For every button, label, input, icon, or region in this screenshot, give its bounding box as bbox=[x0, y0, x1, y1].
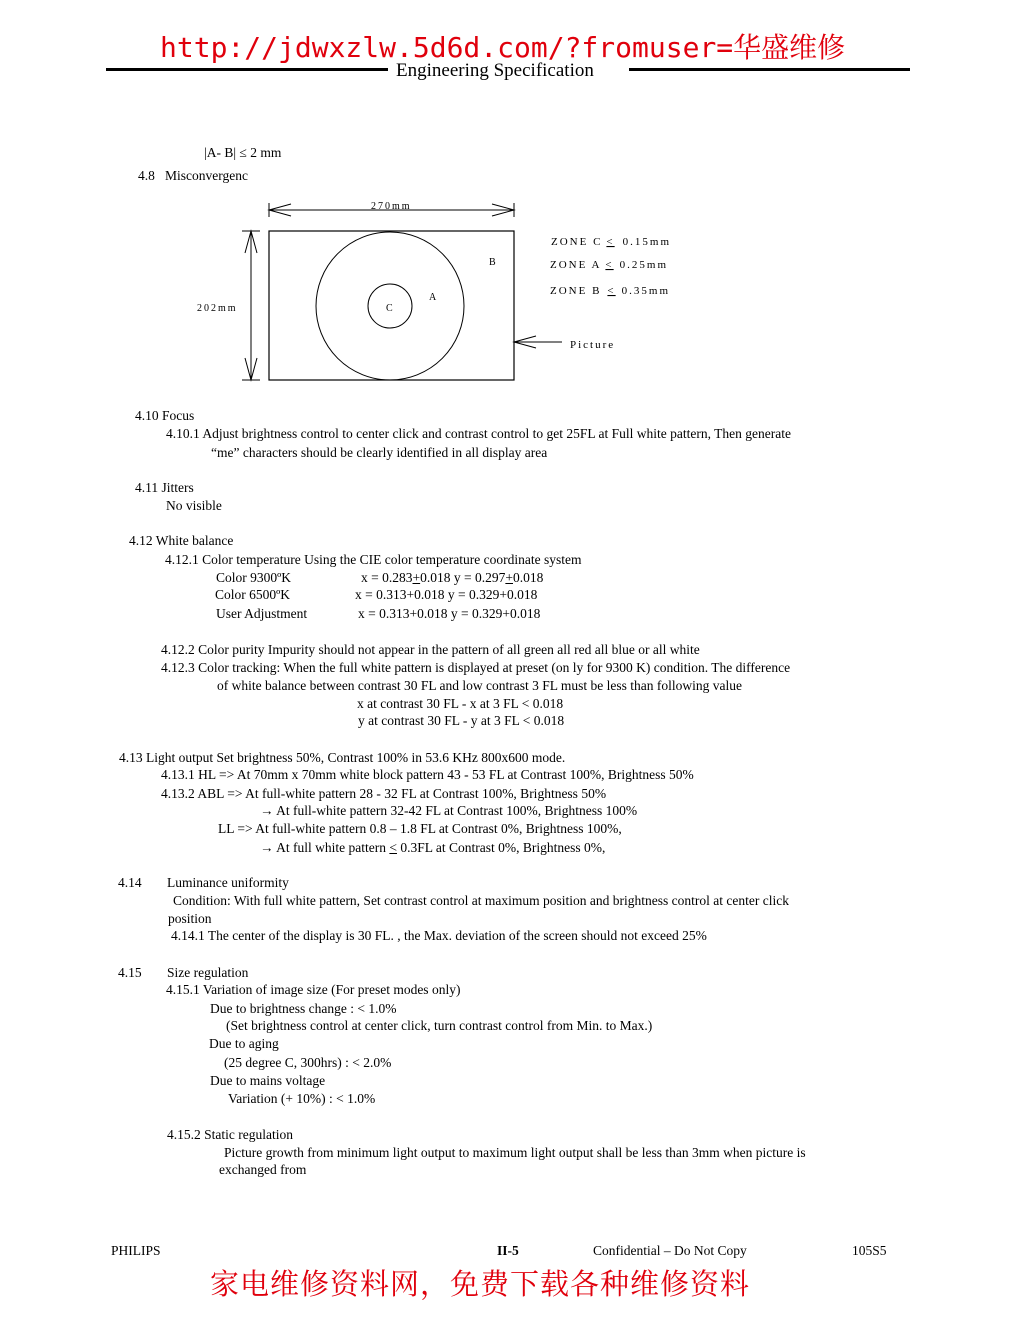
header-rule-right bbox=[629, 68, 910, 71]
section-4-14-condition-cont: position bbox=[168, 911, 212, 926]
section-4-15-num: 4.15 bbox=[118, 965, 142, 980]
footer-brand: PHILIPS bbox=[111, 1243, 161, 1258]
ll-full-white: LL => At full-white pattern 0.8 – 1.8 FL at Contrast 0%, Brightness 100%, bbox=[218, 821, 622, 836]
zone-a-spec: ZONE A < 0.25mm bbox=[550, 259, 669, 271]
section-4-10-title: 4.10 Focus bbox=[135, 408, 195, 423]
ct-9300-values: x = 0.283+0.018 y = 0.297+0.018 bbox=[361, 570, 544, 585]
header-title: Engineering Specification bbox=[396, 60, 594, 81]
ct-user-values: x = 0.313+0.018 y = 0.329+0.018 bbox=[358, 606, 541, 621]
brightness-change: Due to brightness change : < 1.0% bbox=[210, 1001, 397, 1016]
section-4-12-title: 4.12 White balance bbox=[129, 533, 234, 548]
section-4-13-2: 4.13.2 ABL => At full-white pattern 28 - 32 FL at Contrast 100%, Brightness 50% bbox=[161, 786, 607, 801]
section-4-12-3-cont: of white balance between contrast 30 FL and low contrast 3 FL must be less than following value bbox=[217, 678, 742, 693]
aging-label: Due to aging bbox=[209, 1036, 279, 1051]
section-4-12-1: 4.12.1 Color temperature Using the CIE color temperature coordinate system bbox=[165, 552, 582, 567]
abl-full-white: → At full-white pattern 32-42 FL at Contrast 100%, Brightness 100% bbox=[260, 803, 638, 818]
static-regulation-body: Picture growth from minimum light output to maximum light output shall be less than 3mm when picture is bbox=[224, 1145, 806, 1160]
zone-c-spec: ZONE C < 0.15mm bbox=[551, 236, 672, 248]
section-4-14-1: 4.14.1 The center of the display is 30 FL. , the Max. deviation of the screen should not exceed 25% bbox=[171, 928, 707, 943]
mains-value: Variation (+ 10%) : < 1.0% bbox=[228, 1091, 376, 1106]
ct-6500-name: Color 6500ºK bbox=[215, 587, 291, 602]
width-label: 270mm bbox=[371, 201, 412, 212]
watermark-url[interactable]: http://jdwxzlw.5d6d.com/?fromuser=华盛维修 bbox=[160, 31, 846, 64]
aging-value: (25 degree C, 300hrs) : < 2.0% bbox=[224, 1055, 392, 1070]
section-4-15-title: Size regulation bbox=[167, 965, 249, 980]
section-4-10-1-cont: “me” characters should be clearly identified in all display area bbox=[211, 445, 548, 460]
section-4-15-1: 4.15.1 Variation of image size (For preset modes only) bbox=[166, 982, 461, 997]
tracking-x: x at contrast 30 FL - x at 3 FL < 0.018 bbox=[357, 696, 564, 711]
footer-model: 105S5 bbox=[852, 1243, 887, 1258]
picture-label: Picture bbox=[570, 339, 616, 351]
tracking-y: y at contrast 30 FL - y at 3 FL < 0.018 bbox=[358, 713, 565, 728]
misconvergence-diagram bbox=[190, 195, 710, 390]
ab-condition: |A- B| ≤ 2 mm bbox=[204, 145, 282, 160]
footer-page-number: II-5 bbox=[497, 1243, 519, 1258]
section-4-11-body: No visible bbox=[166, 498, 222, 513]
ct-9300-name: Color 9300ºK bbox=[216, 570, 292, 585]
footer-confidential: Confidential – Do Not Copy bbox=[593, 1243, 747, 1258]
label-a: A bbox=[429, 292, 437, 303]
section-4-14-num: 4.14 bbox=[118, 875, 142, 890]
brightness-note: (Set brightness control at center click, turn contrast control from Min. to Max.) bbox=[226, 1018, 653, 1033]
section-4-14-condition: Condition: With full white pattern, Set contrast control at maximum position and brightness control at center click bbox=[173, 893, 789, 908]
ll-full-white-min: → At full white pattern < 0.3FL at Contrast 0%, Brightness 0%, bbox=[260, 840, 606, 855]
label-b: B bbox=[489, 257, 496, 268]
height-label: 202mm bbox=[197, 303, 238, 314]
header-rule-left bbox=[106, 68, 388, 71]
section-4-14-title: Luminance uniformity bbox=[167, 875, 289, 890]
section-4-12-3: 4.12.3 Color tracking: When the full white pattern is displayed at preset (on ly for 9300 K) condition. The difference bbox=[161, 660, 791, 675]
static-regulation-body-cont: exchanged from bbox=[219, 1162, 307, 1177]
section-4-10-1: 4.10.1 Adjust brightness control to center click and contrast control to get 25FL at Full white pattern, Then generate bbox=[166, 426, 791, 441]
ct-user-name: User Adjustment bbox=[216, 606, 308, 621]
label-c: C bbox=[386, 303, 393, 314]
ct-6500-values: x = 0.313+0.018 y = 0.329+0.018 bbox=[355, 587, 538, 602]
watermark-bottom: 家电维修资料网，免费下载各种维修资料 bbox=[210, 1267, 751, 1301]
section-4-12-2: 4.12.2 Color purity Impurity should not appear in the pattern of all green all red all blue or all white bbox=[161, 642, 700, 657]
section-4-13-title: 4.13 Light output Set brightness 50%, Contrast 100% in 53.6 KHz 800x600 mode. bbox=[119, 750, 566, 765]
zone-b-spec: ZONE B < 0.35mm bbox=[550, 285, 671, 297]
section-4-11-title: 4.11 Jitters bbox=[135, 480, 194, 495]
section-4-13-1: 4.13.1 HL => At 70mm x 70mm white block pattern 43 - 53 FL at Contrast 100%, Brightness 50% bbox=[161, 767, 694, 782]
section-4-15-2: 4.15.2 Static regulation bbox=[167, 1127, 293, 1142]
section-4-8: 4.8 Misconvergenc bbox=[138, 168, 248, 183]
mains-label: Due to mains voltage bbox=[210, 1073, 326, 1088]
